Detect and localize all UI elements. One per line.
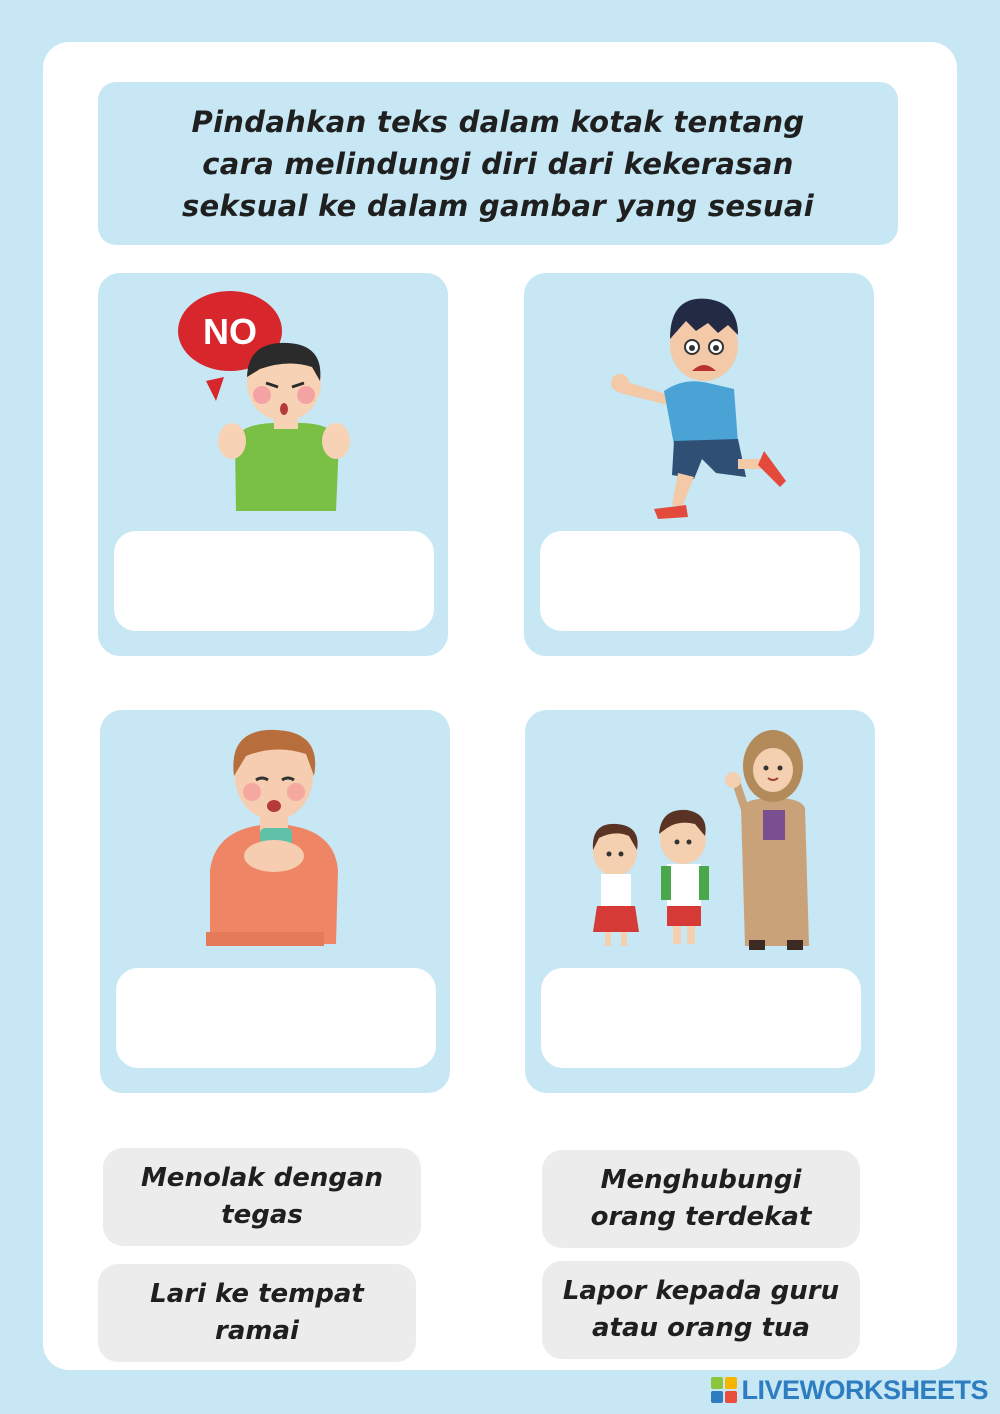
instruction-text: Pindahkan teks dalam kotak tentang cara melindungi diri dari kekerasan seksual ke dalam gambar yang sesuai [182, 104, 814, 223]
answer-dropzone-3[interactable] [116, 968, 436, 1068]
answer-chip-menghubungi[interactable] [542, 1150, 860, 1248]
boy-running-away-icon [524, 273, 874, 528]
answer-chip-label: Menolak dengan tegas [140, 1163, 384, 1230]
boy-scared-with-phone-icon [100, 710, 450, 965]
picture-card-1 [98, 273, 448, 656]
picture-card-2 [524, 273, 874, 656]
answer-chip-label: Menghubungi orang terdekat [590, 1165, 812, 1232]
no-bubble-text: NO [203, 311, 257, 352]
boy-saying-no-icon [98, 273, 448, 528]
answer-chip-lapor[interactable] [542, 1261, 860, 1359]
picture-card-4 [525, 710, 875, 1093]
instruction-box [98, 82, 898, 245]
teacher-with-students-icon [525, 710, 875, 965]
answer-dropzone-4[interactable] [541, 968, 861, 1068]
answer-chip-menolak[interactable] [103, 1148, 421, 1246]
answer-dropzone-2[interactable] [540, 531, 860, 631]
answer-dropzone-1[interactable] [114, 531, 434, 631]
liveworksheets-mark-icon [711, 1377, 737, 1403]
answer-chip-label: Lapor kepada guru atau orang tua [562, 1276, 840, 1343]
liveworksheets-logo [711, 1374, 988, 1406]
answer-chip-lari[interactable] [98, 1264, 416, 1362]
answer-chip-label: Lari ke tempat ramai [150, 1279, 364, 1346]
liveworksheets-wordmark: LIVEWORKSHEETS [741, 1374, 988, 1405]
picture-card-3 [100, 710, 450, 1093]
